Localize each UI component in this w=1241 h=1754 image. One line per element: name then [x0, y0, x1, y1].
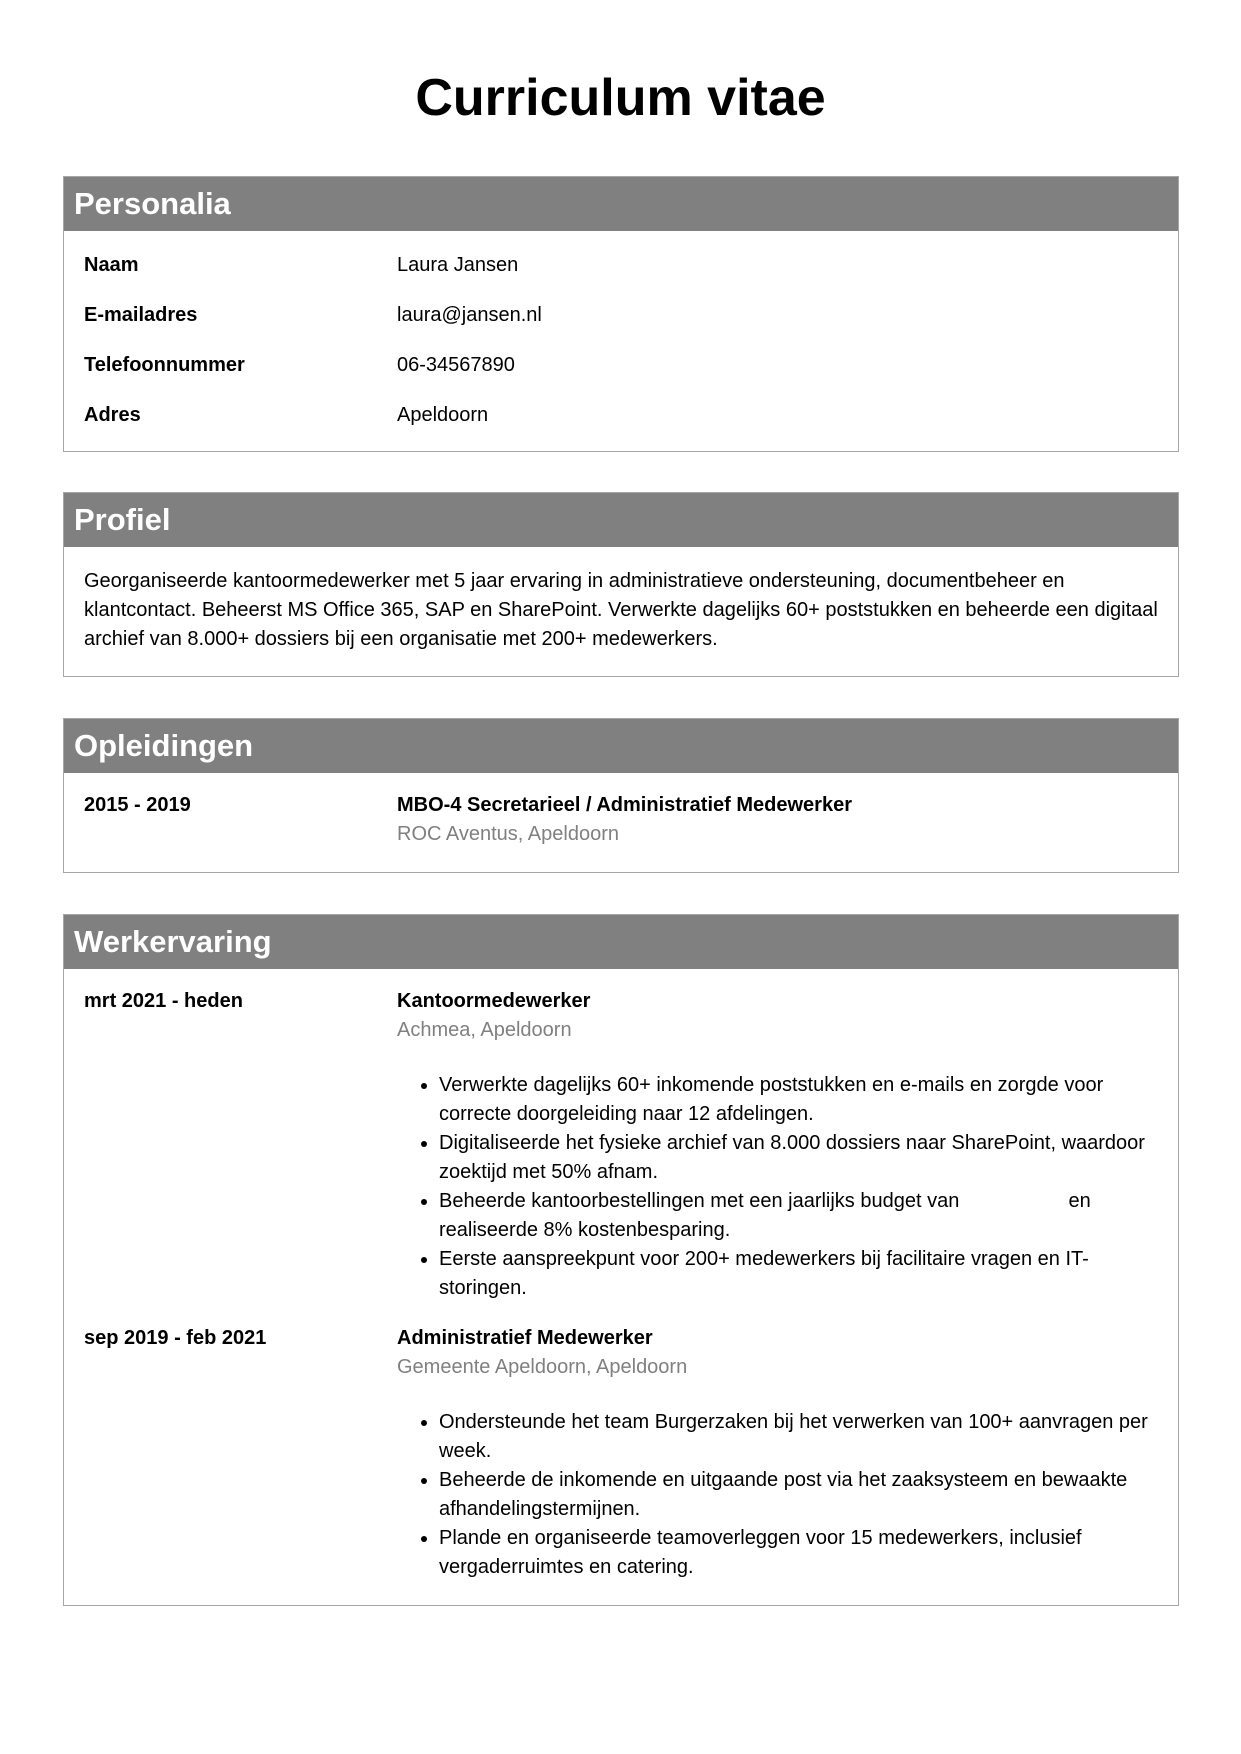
education-title: MBO-4 Secretarieel / Administratief Medewerker — [397, 794, 852, 816]
opleidingen-list — [64, 773, 1178, 849]
werkervaring-heading: Werkervaring — [64, 915, 1178, 969]
personalia-list — [64, 231, 1178, 453]
personalia-value: Apeldoorn — [397, 404, 489, 426]
personalia-value: 06-34567890 — [397, 354, 515, 376]
work-employer: Achmea, Apeldoorn — [397, 1019, 572, 1041]
personalia-heading: Personalia — [64, 177, 1178, 231]
personalia-section — [63, 176, 1179, 452]
werkervaring-list — [64, 969, 1178, 1582]
work-entry — [64, 987, 1178, 1303]
work-bullet: • Beheerde de inkomende en uitgaande post via het zaaksysteem en bewaakte afhandelingstermijnen. — [439, 1466, 1162, 1524]
personalia-label: E-mailadres — [84, 304, 198, 326]
work-body — [397, 1324, 1178, 1582]
work-bullets — [397, 1408, 1162, 1582]
personalia-row-naam — [64, 253, 1178, 303]
profiel-heading: Profiel — [64, 493, 1178, 547]
work-period: sep 2019 - feb 2021 — [84, 1327, 267, 1349]
personalia-row-adres — [64, 403, 1178, 453]
work-bullet — [439, 1187, 1162, 1245]
education-body — [397, 791, 1178, 849]
opleidingen-section — [63, 718, 1179, 873]
profiel-text: Georganiseerde kantoormedewerker met 5 jaar ervaring in administratieve ondersteuning, documentbeheer en klantcontact. Beheerst MS Office 365, SAP en SharePoint. Verwerkte dagelijks 60+ poststukken en beheerde een digitaal archief van 8.000+ dossiers bij een organisatie met 200+ medewerkers. — [84, 570, 1158, 650]
personalia-row-telefoon — [64, 353, 1178, 403]
education-institution: ROC Aventus, Apeldoorn — [397, 823, 619, 845]
personalia-value: Laura Jansen — [397, 254, 519, 276]
work-bullet: • Digitaliseerde het fysieke archief van 8.000 dossiers naar SharePoint, waardoor zoektijd met 50% afnam. — [439, 1129, 1162, 1187]
work-bullet-text: Beheerde kantoorbestellingen met een jaarlijks budget van — [439, 1190, 960, 1212]
profiel-section — [63, 492, 1179, 677]
personalia-row-email — [64, 303, 1178, 353]
work-title: Kantoormedewerker — [397, 990, 591, 1012]
document-title: Curriculum vitae — [415, 69, 826, 127]
work-entry — [64, 1324, 1178, 1582]
personalia-label: Naam — [84, 254, 139, 276]
work-bullets — [397, 1071, 1162, 1303]
work-bullet: • Verwerkte dagelijks 60+ inkomende poststukken en e-mails en zorgde voor correcte doorgeleiding naar 12 afdelingen. — [439, 1071, 1162, 1129]
werkervaring-section — [63, 914, 1179, 1606]
work-title: Administratief Medewerker — [397, 1327, 653, 1349]
work-body — [397, 987, 1178, 1303]
work-bullet: • Eerste aanspreekpunt voor 200+ medewerkers bij facilitaire vragen en IT-storingen. — [439, 1245, 1162, 1303]
education-period: 2015 - 2019 — [84, 794, 191, 816]
work-bullet: • Ondersteunde het team Burgerzaken bij het verwerken van 100+ aanvragen per week. — [439, 1408, 1162, 1466]
personalia-value: laura@jansen.nl — [397, 304, 542, 326]
work-bullet: • Plande en organiseerde teamoverleggen voor 15 medewerkers, inclusief vergaderruimtes en catering. — [439, 1524, 1162, 1582]
work-period: mrt 2021 - heden — [84, 990, 243, 1012]
personalia-label: Adres — [84, 404, 141, 426]
personalia-label: Telefoonnummer — [84, 354, 245, 376]
work-bullet-text: en realiseerde 8% kostenbesparing. — [439, 1190, 1091, 1241]
education-entry — [64, 791, 1178, 849]
work-employer: Gemeente Apeldoorn, Apeldoorn — [397, 1356, 688, 1378]
opleidingen-heading: Opleidingen — [64, 719, 1178, 773]
